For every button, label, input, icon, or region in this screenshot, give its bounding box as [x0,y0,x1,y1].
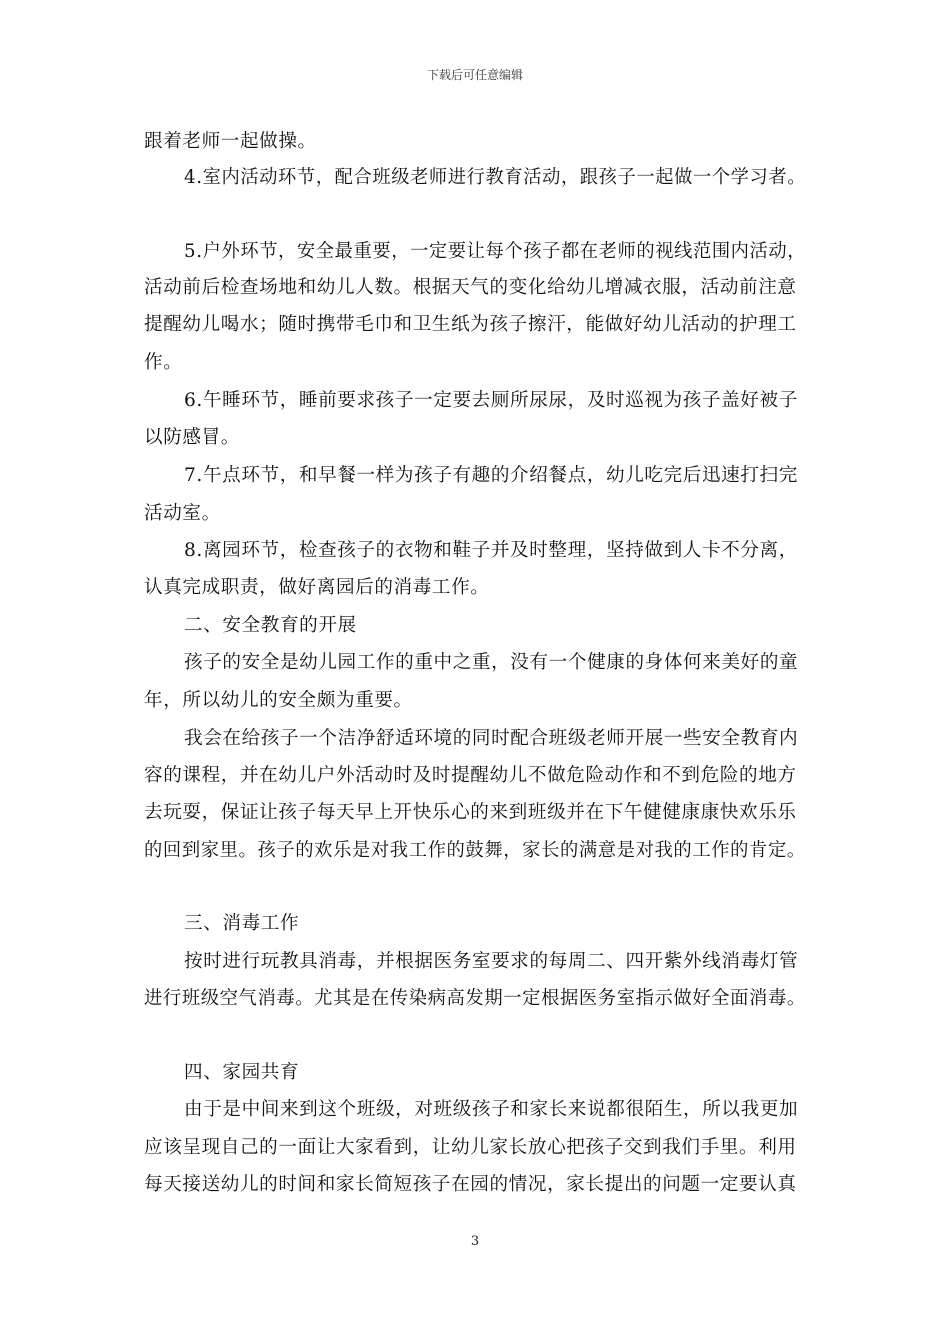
text-line: 6.午睡环节，睡前要求孩子一定要去厕所尿尿，及时巡视为孩子盖好被子 [184,390,798,411]
text-line: 进行班级空气消毒。尤其是在传染病高发期一定根据医务室指示做好全面消毒。 [144,988,806,1009]
text-line: 跟着老师一起做操。 [144,131,317,152]
text-line: 按时进行玩教具消毒，并根据医务室要求的每周二、四开紫外线消毒灯管 [184,951,799,972]
text-line: 活动室。 [144,503,221,524]
text-line: 应该呈现自己的一面让大家看到，让幼儿家长放心把孩子交到我们手里。利用 [144,1137,797,1158]
text-line: 孩子的安全是幼儿园工作的重中之重，没有一个健康的身体何来美好的童 [184,652,799,673]
section-heading: 四、家园共育 [184,1062,300,1083]
page-number: 3 [470,1234,480,1249]
page-header: 下载后可任意编辑 [426,68,523,82]
text-line: 年，所以幼儿的安全颇为重要。 [144,690,413,711]
text-line: 活动前后检查场地和幼儿人数。根据天气的变化给幼儿增减衣服，活动前注意 [144,277,797,298]
section-heading: 三、消毒工作 [184,913,300,934]
text-line: 认真完成职责，做好离园后的消毒工作。 [144,577,490,598]
text-line: 由于是中间来到这个班级，对班级孩子和家长来说都很陌生，所以我更加 [184,1099,799,1120]
text-line: 每天接送幼儿的时间和家长简短孩子在园的情况，家长提出的问题一定要认真 [144,1174,797,1195]
text-line: 7.午点环节，和早餐一样为孩子有趣的介绍餐点，幼儿吃完后迅速打扫完 [184,465,798,486]
text-line: 我会在给孩子一个洁净舒适环境的同时配合班级老师开展一些安全教育内 [184,728,799,749]
text-line: 提醒幼儿喝水；随时携带毛巾和卫生纸为孩子擦汗，能做好幼儿活动的护理工 [144,314,797,335]
text-line: 作。 [144,352,183,373]
text-line: 容的课程，并在幼儿户外活动时及时提醒幼儿不做危险动作和不到危险的地方 [144,765,797,786]
text-line: 4.室内活动环节，配合班级老师进行教育活动，跟孩子一起做一个学习者。 [184,167,807,188]
text-line: 去玩耍，保证让孩子每天早上开快乐心的来到班级并在下午健健康康快欢乐乐 [144,802,797,823]
text-line: 的回到家里。孩子的欢乐是对我工作的鼓舞，家长的满意是对我的工作的肯定。 [144,840,806,861]
text-line: 5.户外环节，安全最重要，一定要让每个孩子都在老师的视线范围内活动， [184,241,807,262]
section-heading: 二、安全教育的开展 [184,615,357,636]
text-line: 8.离园环节，检查孩子的衣物和鞋子并及时整理，坚持做到人卡不分离， [184,540,798,561]
text-line: 以防感冒。 [144,427,240,448]
